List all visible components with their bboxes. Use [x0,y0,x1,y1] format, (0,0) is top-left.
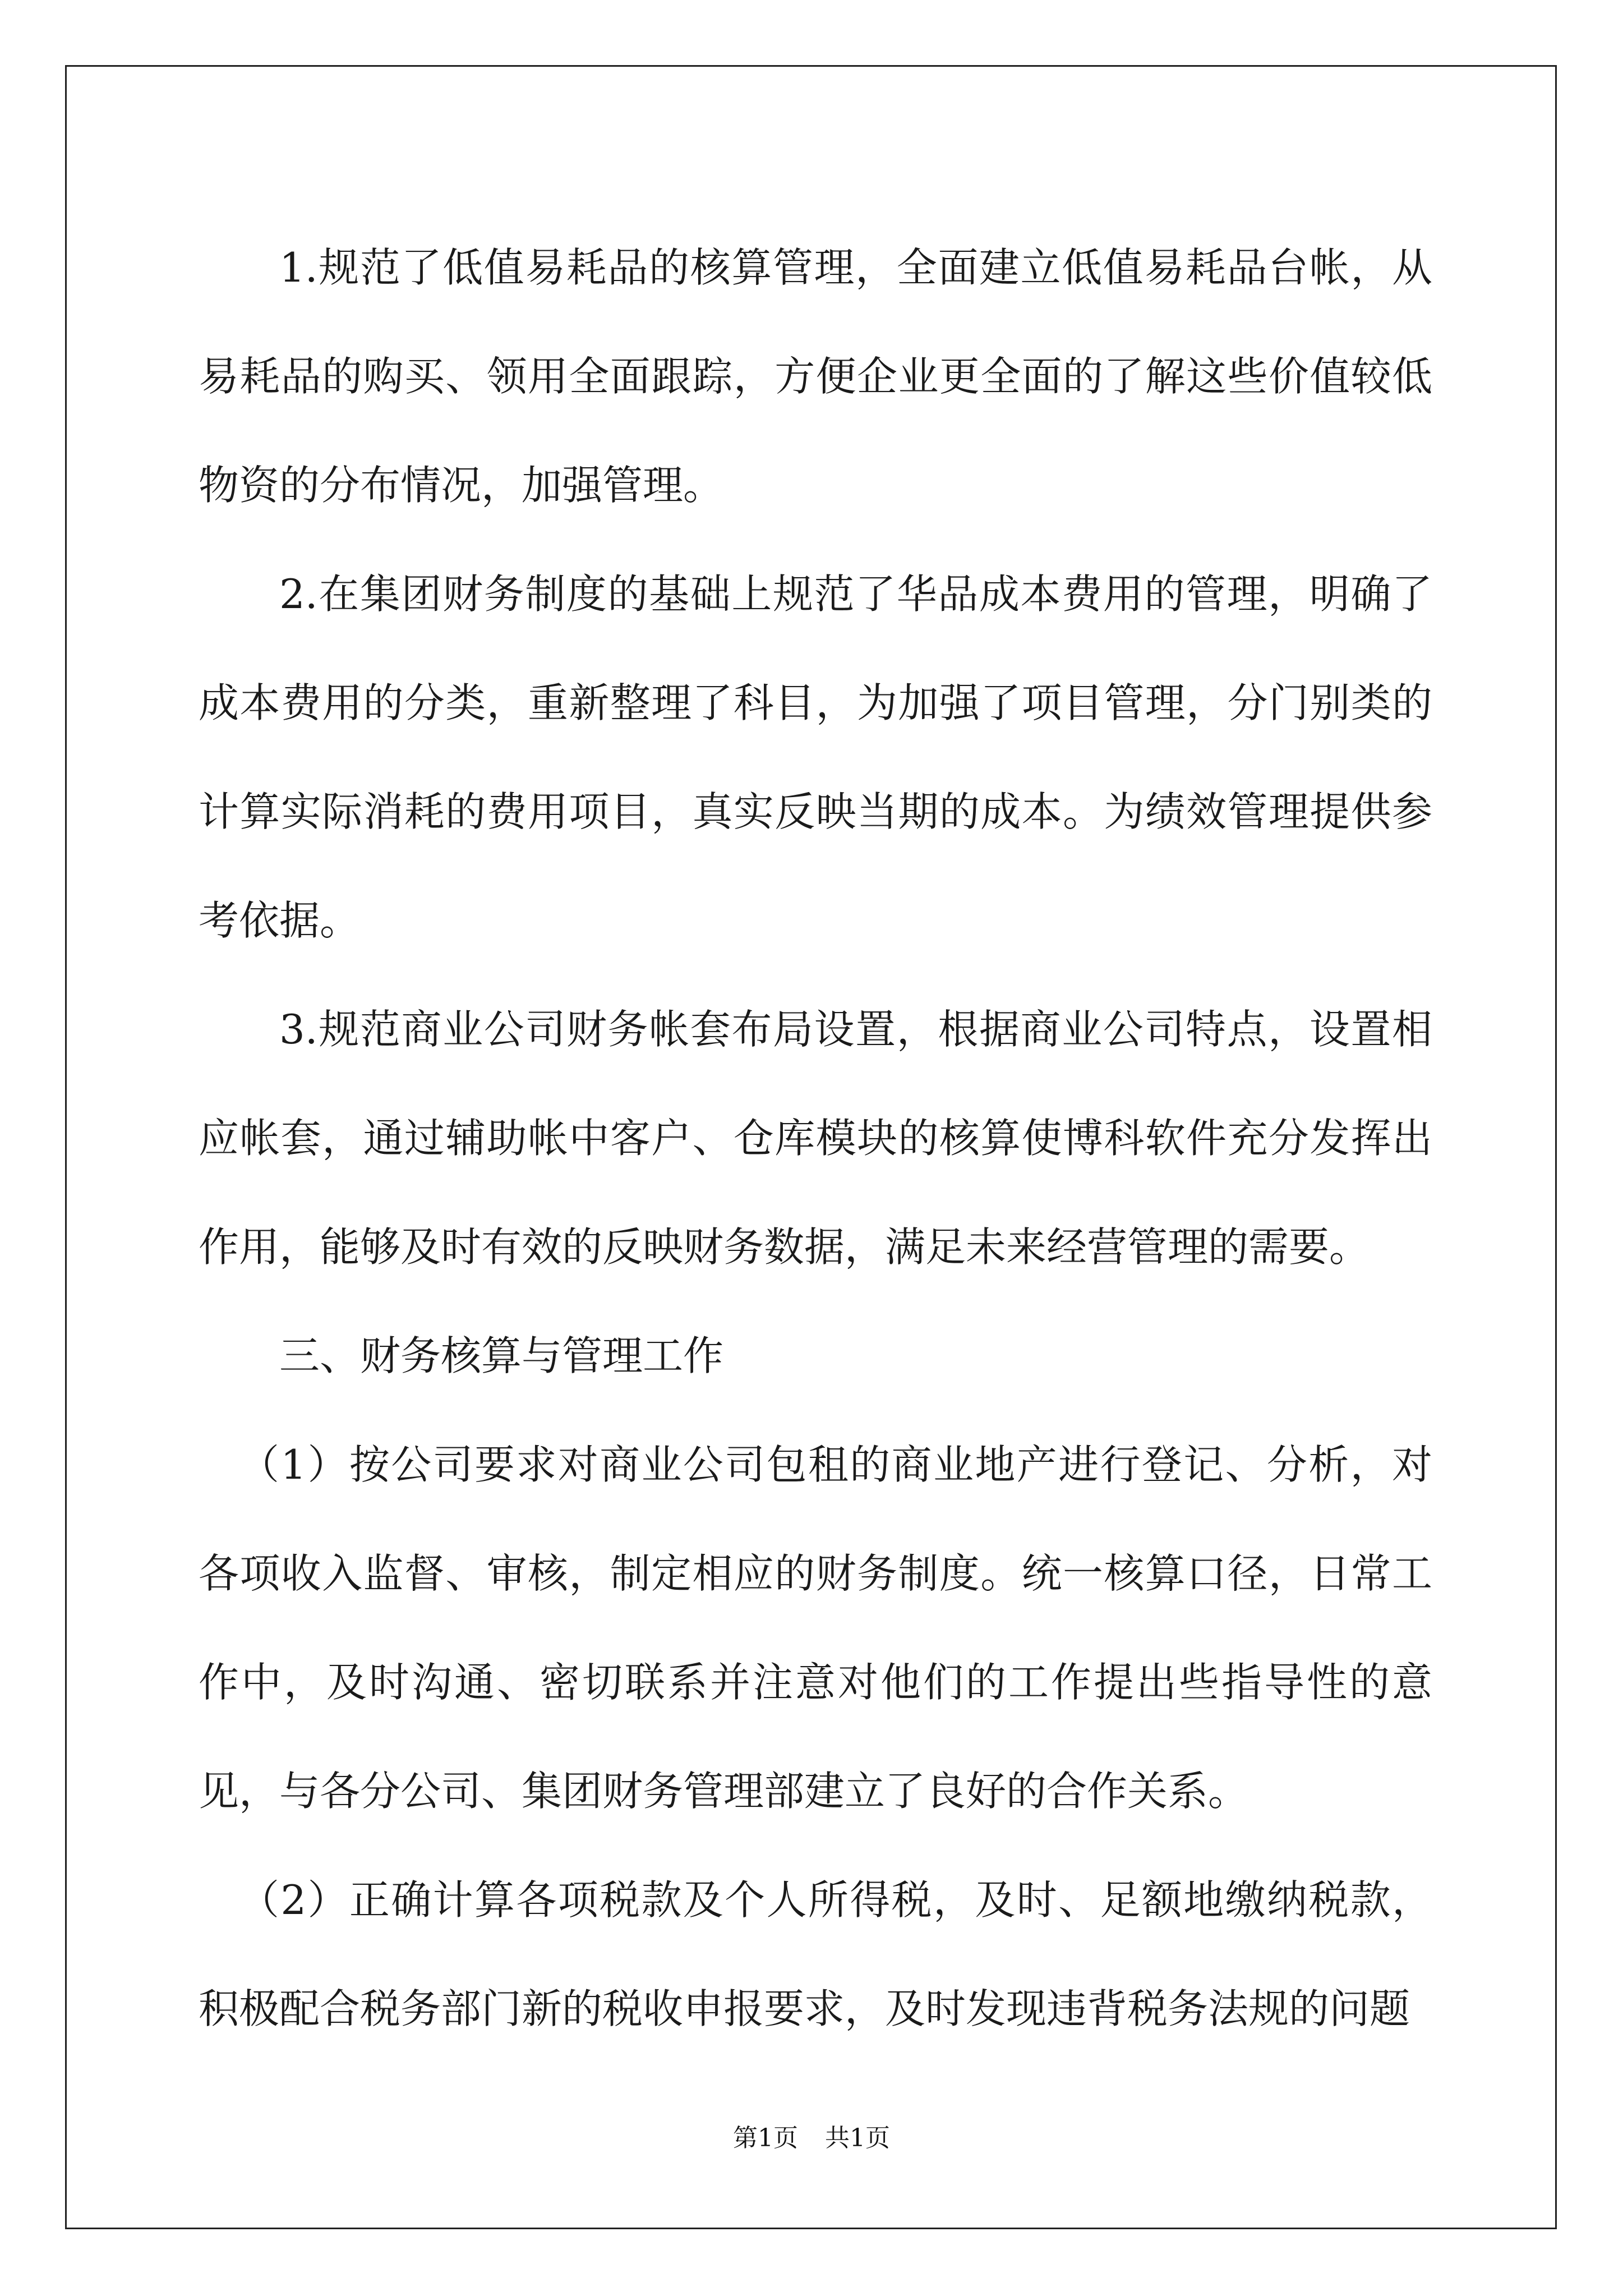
page-total: 共1页 [825,2124,890,2152]
paragraph-3: 3.规范商业公司财务帐套布局设置，根据商业公司特点，设置相应帐套，通过辅助帐中客户、仓库模块的核算使博科软件充分发挥出作用，能够及时有效的反映财务数据，满足未来经营管理的需要。 [199,1006,1432,1271]
section-heading: 三、财务核算与管理工作 [279,1332,724,1379]
paragraph-5: （2）正确计算各项税款及个人所得税，及时、足额地缴纳税款，积极配合税务部门新的税收申报要求，及时发现违背税务法规的问题 [199,1876,1432,2032]
page-footer [0,2122,1623,2155]
paragraph-4: （1）按公司要求对商业公司包租的商业地产进行登记、分析，对各项收入监督、审核，制定相应的财务制度。统一核算口径，日常工作中，及时沟通、密切联系并注意对他们的工作提出些指导性的意见，与各分公司、集团财务管理部建立了良好的合作关系。 [199,1441,1432,1815]
paragraph-2: 2.在集团财务制度的基础上规范了华品成本费用的管理，明确了成本费用的分类，重新整理了科目，为加强了项目管理，分门别类的计算实际消耗的费用项目，真实反映当期的成本。为绩效管理提供参考依据。 [199,570,1432,944]
paragraph-1: 1.规范了低值易耗品的核算管理，全面建立低值易耗品台帐，从易耗品的购买、领用全面跟踪，方便企业更全面的了解这些价值较低物资的分布情况，加强管理。 [199,244,1432,509]
document-body [199,213,1432,2063]
page-number: 第1页 [733,2124,798,2152]
